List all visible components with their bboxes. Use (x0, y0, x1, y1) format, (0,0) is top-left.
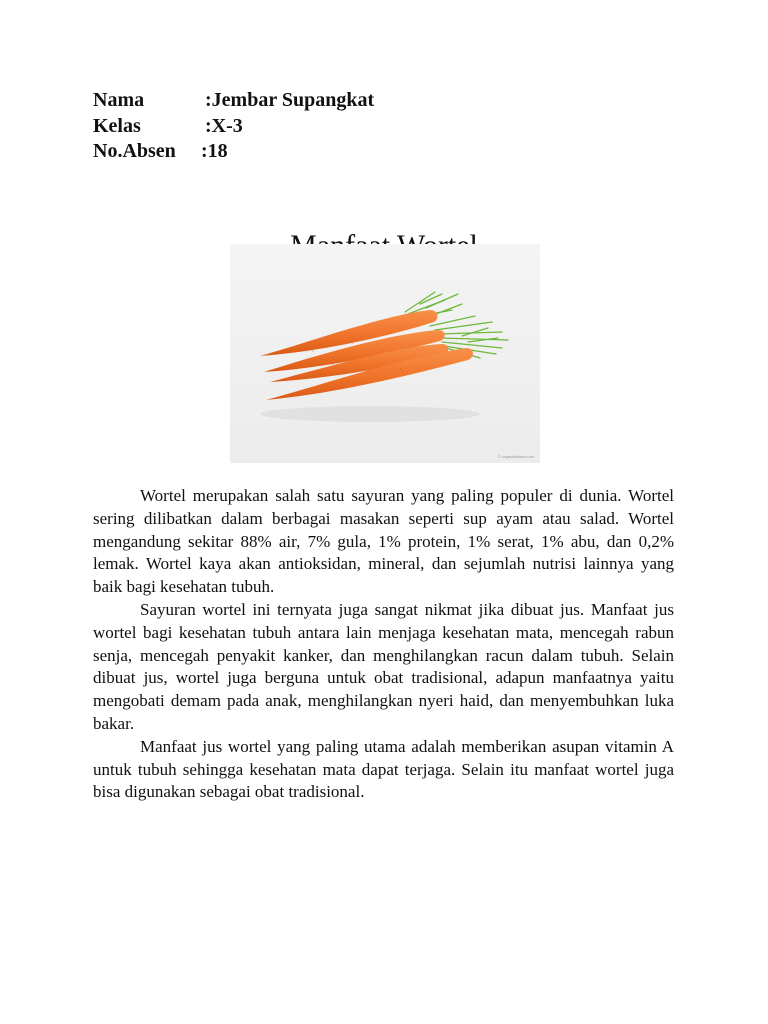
class-row (93, 114, 374, 140)
name-value: :Jembar Supangkat (205, 89, 375, 111)
article-body (93, 485, 674, 804)
absence-number-value: :18 (201, 140, 228, 162)
name-label: Nama (93, 89, 145, 111)
carrots-illustration (230, 244, 540, 463)
student-info (93, 88, 374, 165)
class-value: :X-3 (205, 114, 243, 137)
absence-number-row (93, 139, 374, 165)
carrot-photo (230, 244, 540, 463)
photo-credit: © vegetablefacts.net (497, 454, 534, 459)
absence-number-label: No.Absen (93, 140, 176, 162)
paragraph-3: Manfaat jus wortel yang paling utama adalah memberikan asupan vitamin A untuk tubuh sehingga kesehatan mata dapat terjaga. Selain itu manfaat wortel juga bisa digunakan sebagai obat tradisional. (93, 736, 674, 802)
paragraph-2: Sayuran wortel ini ternyata juga sangat nikmat jika dibuat jus. Manfaat jus wortel bagi kesehatan tubuh antara lain menjaga kesehatan mata, mencegah rabun senja, mencegah penyakit kanker, dan menghilangkan racun dalam tubuh. Selain dibuat jus, wortel juga berguna untuk obat tradisional, adapun manfaatnya yaitu mengobati demam pada anak, menghilangkan nyeri haid, dan menyembuhkan luka bakar. (93, 599, 674, 733)
paragraph-1: Wortel merupakan salah satu sayuran yang paling populer di dunia. Wortel sering dilibatkan dalam berbagai masakan seperti sup ayam atau salad. Wortel mengandung sekitar 88% air, 7% gula, 1% protein, 1% serat, 1% abu, dan 0,2% lemak. Wortel kaya akan antioksidan, mineral, dan sejumlah nutrisi lainnya yang baik bagi kesehatan tubuh. (93, 486, 674, 597)
name-row (93, 88, 374, 114)
class-label: Kelas (93, 114, 141, 137)
